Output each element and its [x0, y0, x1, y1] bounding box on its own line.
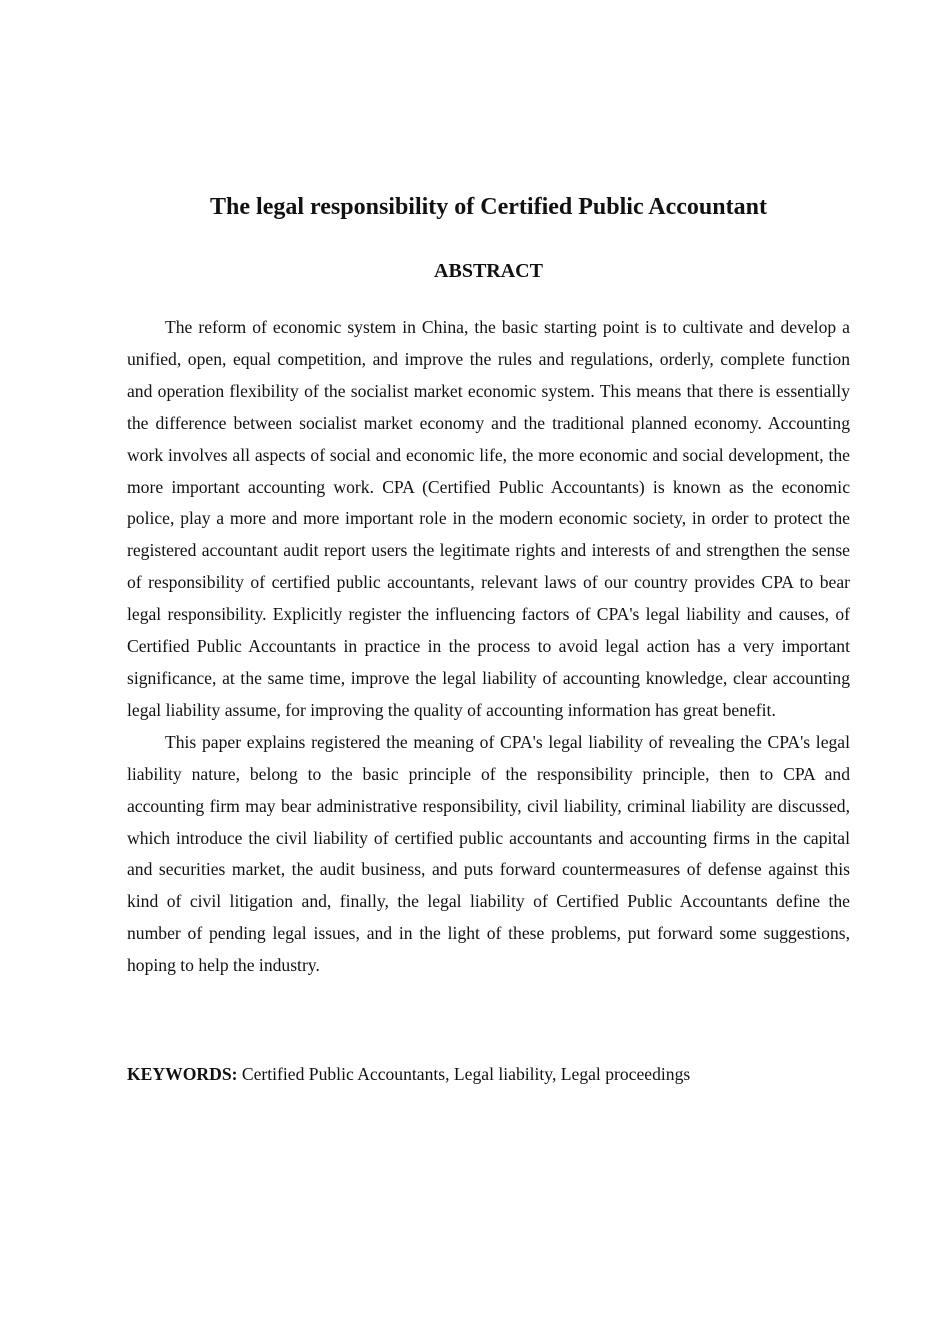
keywords-line	[127, 1060, 850, 1088]
abstract-body	[127, 312, 850, 982]
abstract-heading: ABSTRACT	[434, 260, 543, 282]
keywords-text: Certified Public Accountants, Legal liability, Legal proceedings	[237, 1064, 691, 1084]
abstract-paragraph-1: The reform of economic system in China, the basic starting point is to cultivate and develop a unified, open, equal competition, and improve the rules and regulations, orderly, complete function and operation flexibility of the socialist market economic system. This means that there is essentially the difference between socialist market economy and the traditional planned economy. Accounting work involves all aspects of social and economic life, the more economic and social development, the more important accounting work. CPA (Certified Public Accountants) is known as the economic police, play a more and more important role in the modern economic society, in order to protect the registered accountant audit report users the legitimate rights and interests of and strengthen the sense of responsibility of certified public accountants, relevant laws of our country provides CPA to bear legal responsibility. Explicitly register the influencing factors of CPA's legal liability and causes, of Certified Public Accountants in practice in the process to avoid legal action has a very important significance, at the same time, improve the legal liability of accounting knowledge, clear accounting legal liability assume, for improving the quality of accounting information has great benefit.	[127, 317, 850, 720]
keywords-label: KEYWORDS:	[127, 1064, 238, 1084]
abstract-paragraph-2: This paper explains registered the meaning of CPA's legal liability of revealing the CPA's legal liability nature, belong to the basic principle of the responsibility principle, then to CPA and accounting firm may bear administrative responsibility, civil liability, criminal liability are discussed, which introduce the civil liability of certified public accountants and accounting firms in the capital and securities market, the audit business, and puts forward countermeasures of defense against this kind of civil litigation and, finally, the legal liability of Certified Public Accountants define the number of pending legal issues, and in the light of these problems, put forward some suggestions, hoping to help the industry.	[127, 731, 850, 976]
document-title: The legal responsibility of Certified Public Accountant	[210, 194, 767, 220]
